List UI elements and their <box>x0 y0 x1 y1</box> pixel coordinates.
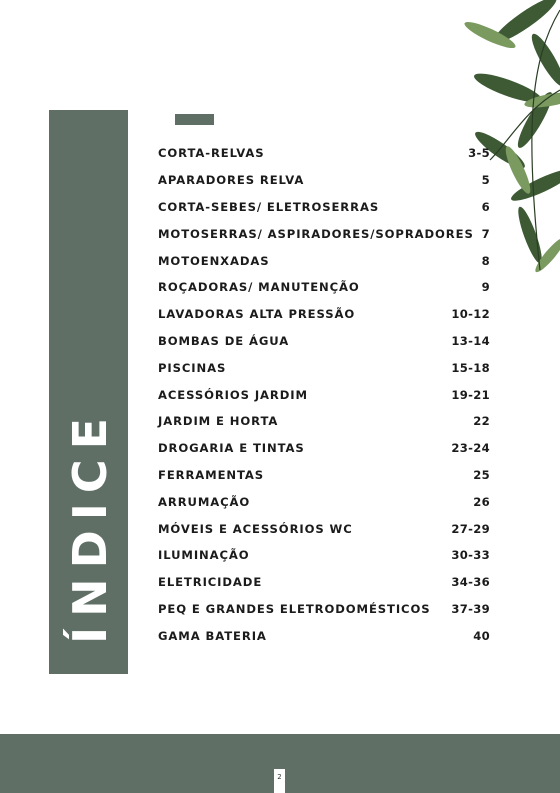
toc-entry-page: 9 <box>481 280 490 295</box>
toc-entry-label: MOTOSERRAS/ ASPIRADORES/SOPRADORES <box>158 226 474 241</box>
toc-entry[interactable] <box>158 488 490 515</box>
toc-entry-page: 23-24 <box>451 441 490 456</box>
toc-entry[interactable] <box>158 435 490 462</box>
toc-entry-label: DROGARIA E TINTAS <box>158 441 305 456</box>
toc-entry-page: 6 <box>481 199 490 214</box>
toc-entry-label: MOTOENXADAS <box>158 253 270 268</box>
toc-entry-page: 3-5 <box>468 146 490 161</box>
toc-entry-label: APARADORES RELVA <box>158 173 305 188</box>
side-title-bar <box>49 110 128 674</box>
toc-entry-page: 40 <box>473 628 490 643</box>
toc-entry[interactable] <box>158 328 490 355</box>
toc-entry-label: PEQ E GRANDES ELETRODOMÉSTICOS <box>158 601 431 616</box>
toc-entry-page: 26 <box>473 494 490 509</box>
toc-entry-label: ELETRICIDADE <box>158 575 263 590</box>
toc-entry[interactable] <box>158 569 490 596</box>
toc-entry-label: ROÇADORAS/ MANUTENÇÃO <box>158 280 360 295</box>
toc-entry-page: 30-33 <box>451 548 490 563</box>
toc-entry-page: 37-39 <box>451 601 490 616</box>
toc-entry[interactable] <box>158 462 490 489</box>
toc-entry-label: CORTA-SEBES/ ELETROSERRAS <box>158 199 380 214</box>
toc-entry-label: ARRUMAÇÃO <box>158 494 251 509</box>
toc-entry-label: CORTA-RELVAS <box>158 146 265 161</box>
toc-entry-page: 10-12 <box>451 307 490 322</box>
toc-entry-page: 8 <box>481 253 490 268</box>
toc-entry[interactable] <box>158 596 490 623</box>
toc-entry-page: 25 <box>473 467 490 482</box>
page-number: 2 <box>274 769 285 793</box>
toc-entry-page: 22 <box>473 414 490 429</box>
toc-entry[interactable] <box>158 167 490 194</box>
toc-entry[interactable] <box>158 354 490 381</box>
toc-entry[interactable] <box>158 220 490 247</box>
toc-entry[interactable] <box>158 274 490 301</box>
toc-entry[interactable] <box>158 194 490 221</box>
toc-entry[interactable] <box>158 622 490 649</box>
toc-entry-label: FERRAMENTAS <box>158 467 265 482</box>
toc-entry-page: 13-14 <box>451 333 490 348</box>
toc-entry[interactable] <box>158 140 490 167</box>
toc-entry-page: 19-21 <box>451 387 490 402</box>
toc-entry-label: ACESSÓRIOS JARDIM <box>158 387 308 402</box>
toc-entry-page: 27-29 <box>451 521 490 536</box>
toc-entry-label: BOMBAS DE ÁGUA <box>158 333 290 348</box>
toc-entry[interactable] <box>158 542 490 569</box>
toc-entry[interactable] <box>158 408 490 435</box>
toc-entry[interactable] <box>158 247 490 274</box>
toc-entry[interactable] <box>158 301 490 328</box>
toc-entry-label: ILUMINAÇÃO <box>158 548 250 563</box>
toc-entry-page: 7 <box>481 226 490 241</box>
toc-entry-label: LAVADORAS ALTA PRESSÃO <box>158 307 356 322</box>
toc-entry-label: PISCINAS <box>158 360 227 375</box>
table-of-contents <box>158 140 490 649</box>
toc-entry-label: GAMA BATERIA <box>158 628 267 643</box>
toc-entry-label: JARDIM E HORTA <box>158 414 279 429</box>
toc-entry-page: 5 <box>481 173 490 188</box>
side-title: ÍNDICE <box>62 407 117 644</box>
toc-entry[interactable] <box>158 381 490 408</box>
toc-entry-page: 34-36 <box>451 575 490 590</box>
accent-tab <box>175 114 214 125</box>
toc-entry[interactable] <box>158 515 490 542</box>
toc-entry-label: MÓVEIS E ACESSÓRIOS WC <box>158 521 353 536</box>
toc-entry-page: 15-18 <box>451 360 490 375</box>
